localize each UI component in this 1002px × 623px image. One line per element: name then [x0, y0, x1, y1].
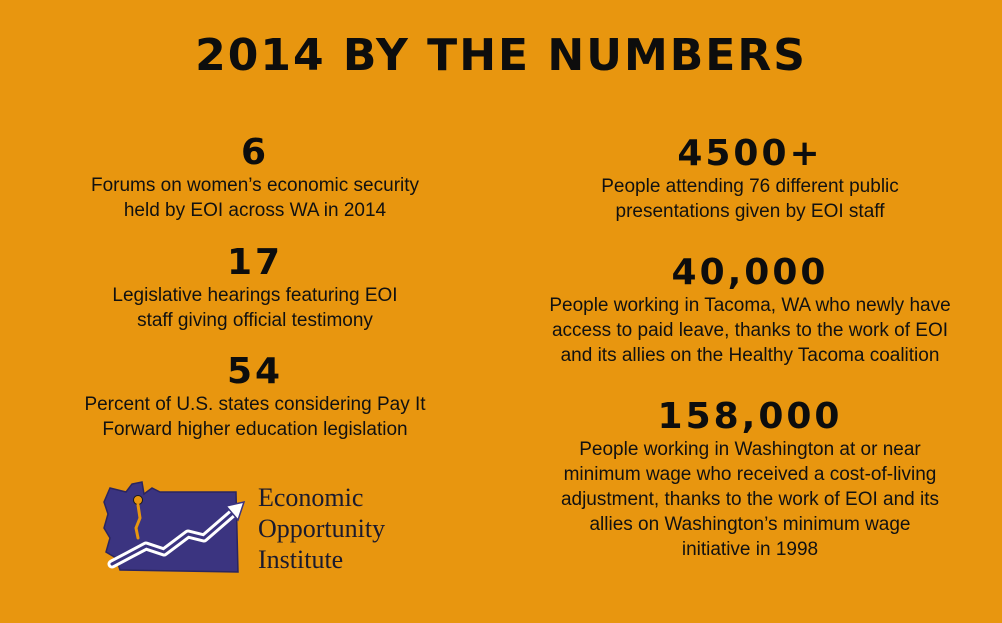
stat-paid-leave: [510, 253, 990, 368]
stat-description-line: allies on Washington’s minimum wage: [589, 514, 911, 535]
stat-number: 17: [226, 242, 284, 283]
stat-number: 40,000: [671, 252, 829, 293]
stat-description-line: and its allies on the Healthy Tacoma coalition: [560, 345, 940, 366]
stat-description-line: initiative in 1998: [681, 539, 819, 560]
logo-wordmark: [258, 482, 385, 575]
stat-number: 158,000: [657, 396, 843, 437]
stat-description-line: staff giving official testimony: [137, 310, 373, 331]
stat-description-line: Legislative hearings featuring EOI: [112, 285, 398, 306]
stat-description-line: access to paid leave, thanks to the work of EOI: [551, 320, 949, 341]
stat-description-line: Forward higher education legislation: [102, 419, 408, 440]
stat-description-line: People working in Tacoma, WA who newly have: [549, 295, 951, 316]
stat-description: [510, 437, 990, 562]
stat-forums: [55, 133, 455, 223]
logo-line: Opportunity: [258, 514, 386, 543]
stat-description-line: Forums on women’s economic security: [90, 175, 420, 196]
logo-line: Institute: [258, 545, 344, 574]
stat-hearings: [55, 243, 455, 333]
stat-description: [55, 283, 455, 333]
stat-presentations: [510, 134, 990, 224]
logo-line: Economic: [258, 483, 364, 512]
stat-description-line: adjustment, thanks to the work of EOI and its: [560, 489, 940, 510]
eoi-logo: [102, 478, 422, 588]
stat-states: [55, 352, 455, 442]
stat-number: 54: [226, 351, 284, 392]
stat-description-line: presentations given by EOI staff: [615, 201, 885, 222]
page-title: 2014 BY THE NUMBERS: [195, 30, 807, 81]
stat-description-line: People working in Washington at or near: [579, 439, 921, 460]
stat-description-line: Percent of U.S. states considering Pay It: [84, 394, 426, 415]
washington-map-icon: [102, 478, 252, 584]
stat-description-line: People attending 76 different public: [601, 176, 899, 197]
stat-number: 4500+: [677, 133, 823, 174]
stat-number: 6: [240, 132, 270, 173]
stat-description-line: minimum wage who received a cost-of-living: [563, 464, 937, 485]
stat-minimum-wage: [510, 397, 990, 562]
stat-description-line: held by EOI across WA in 2014: [123, 200, 387, 221]
stat-description: [55, 392, 455, 442]
stat-description: [510, 293, 990, 368]
stat-description: [55, 173, 455, 223]
stat-description: [510, 174, 990, 224]
